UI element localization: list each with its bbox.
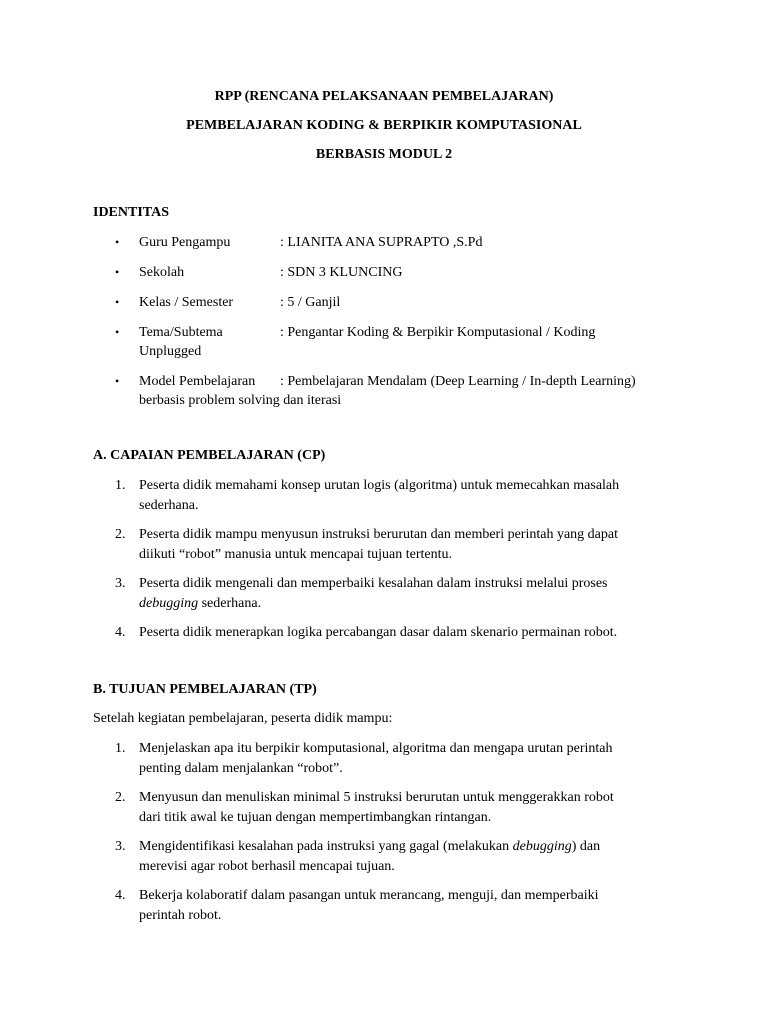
item-text-emphasis: debugging (512, 839, 572, 854)
identitas-value: : 5 / Ganjil (280, 295, 341, 310)
bullet-icon: • (115, 374, 120, 388)
tp-item (93, 886, 693, 925)
document-subtitle: PEMBELAJARAN KODING & BERPIKIR KOMPUTASIONAL (186, 118, 582, 133)
identitas-label: Kelas / Semester (139, 295, 234, 310)
tp-intro: Setelah kegiatan pembelajaran, peserta didik mampu: (93, 711, 393, 726)
item-text: Menyusun dan menuliskan minimal 5 instruksi berurutan untuk menggerakkan robot (139, 790, 614, 805)
item-text: Peserta didik memahami konsep urutan logis (algoritma) untuk memecahkan masalah (139, 478, 620, 493)
item-text-cont: diikuti “robot” manusia untuk mencapai tujuan tertentu. (139, 546, 452, 562)
tp-item (93, 739, 693, 778)
identitas-label: Sekolah (139, 265, 185, 280)
item-number: 2. (115, 527, 126, 542)
item-text-cont: sederhana. (139, 497, 199, 513)
item-text: Mengidentifikasi kesalahan pada instruksi yang gagal (melakukan (139, 839, 513, 854)
item-number: 3. (115, 839, 126, 854)
item-text: Peserta didik mengenali dan memperbaiki kesalahan dalam instruksi melalui proses (139, 576, 608, 591)
item-text: Peserta didik menerapkan logika percabangan dasar dalam skenario permainan robot. (139, 625, 618, 640)
bullet-icon: • (115, 265, 120, 279)
item-number: 4. (115, 625, 126, 640)
identitas-item (93, 263, 693, 282)
item-text-cont: merevisi agar robot berhasil mencapai tujuan. (139, 858, 395, 874)
bullet-icon: • (115, 235, 120, 249)
cp-item (93, 574, 693, 613)
identitas-item (93, 323, 693, 361)
identitas-value: : LIANITA ANA SUPRAPTO ,S.Pd (280, 235, 483, 250)
identitas-list (93, 233, 693, 421)
identitas-label: Guru Pengampu (139, 235, 231, 250)
identitas-item (93, 372, 693, 410)
document-subtitle-2: BERBASIS MODUL 2 (315, 147, 453, 162)
item-text: Bekerja kolaboratif dalam pasangan untuk merancang, menguji, dan memperbaiki (139, 888, 599, 903)
tp-list (93, 739, 693, 935)
identitas-value: : Pembelajaran Mendalam (Deep Learning / In-depth Learning) (280, 374, 636, 389)
item-number: 4. (115, 888, 126, 903)
identitas-label: Tema/Subtema (139, 325, 223, 340)
identitas-item (93, 293, 693, 312)
identitas-heading: IDENTITAS (93, 205, 169, 220)
cp-item (93, 525, 693, 564)
cp-item (93, 476, 693, 515)
item-number: 1. (115, 741, 126, 756)
item-number: 3. (115, 576, 126, 591)
identitas-value: : Pengantar Koding & Berpikir Komputasional / Koding (280, 325, 596, 340)
item-text-cont: penting dalam menjalankan “robot”. (139, 760, 343, 776)
item-text-cont: sederhana. (198, 595, 262, 611)
bullet-icon: • (115, 295, 120, 309)
item-text-cont: dari titik awal ke tujuan dengan mempertimbangkan rintangan. (139, 809, 492, 825)
item-number: 1. (115, 478, 126, 493)
tp-item (93, 788, 693, 827)
item-text: Peserta didik mampu menyusun instruksi berurutan dan memberi perintah yang dapat (139, 527, 618, 542)
identitas-label: Model Pembelajaran (139, 374, 256, 389)
document-title: RPP (RENCANA PELAKSANAAN PEMBELAJARAN) (214, 89, 554, 104)
identitas-value-continuation: berbasis problem solving dan iterasi (139, 393, 342, 408)
item-text-post: ) dan (571, 839, 601, 854)
identitas-value-continuation: Unplugged (139, 344, 202, 359)
item-text: Menjelaskan apa itu berpikir komputasional, algoritma dan mengapa urutan perintah (139, 741, 613, 756)
cp-item (93, 623, 693, 643)
item-text-cont: perintah robot. (139, 907, 222, 923)
identitas-item (93, 233, 693, 252)
cp-heading: A. CAPAIAN PEMBELAJARAN (CP) (93, 448, 326, 463)
tp-heading: B. TUJUAN PEMBELAJARAN (TP) (93, 682, 317, 697)
cp-list (93, 476, 693, 653)
tp-item (93, 837, 693, 876)
identitas-value: : SDN 3 KLUNCING (280, 265, 403, 280)
item-number: 2. (115, 790, 126, 805)
item-text-emphasis: debugging (139, 595, 199, 611)
bullet-icon: • (115, 325, 120, 339)
